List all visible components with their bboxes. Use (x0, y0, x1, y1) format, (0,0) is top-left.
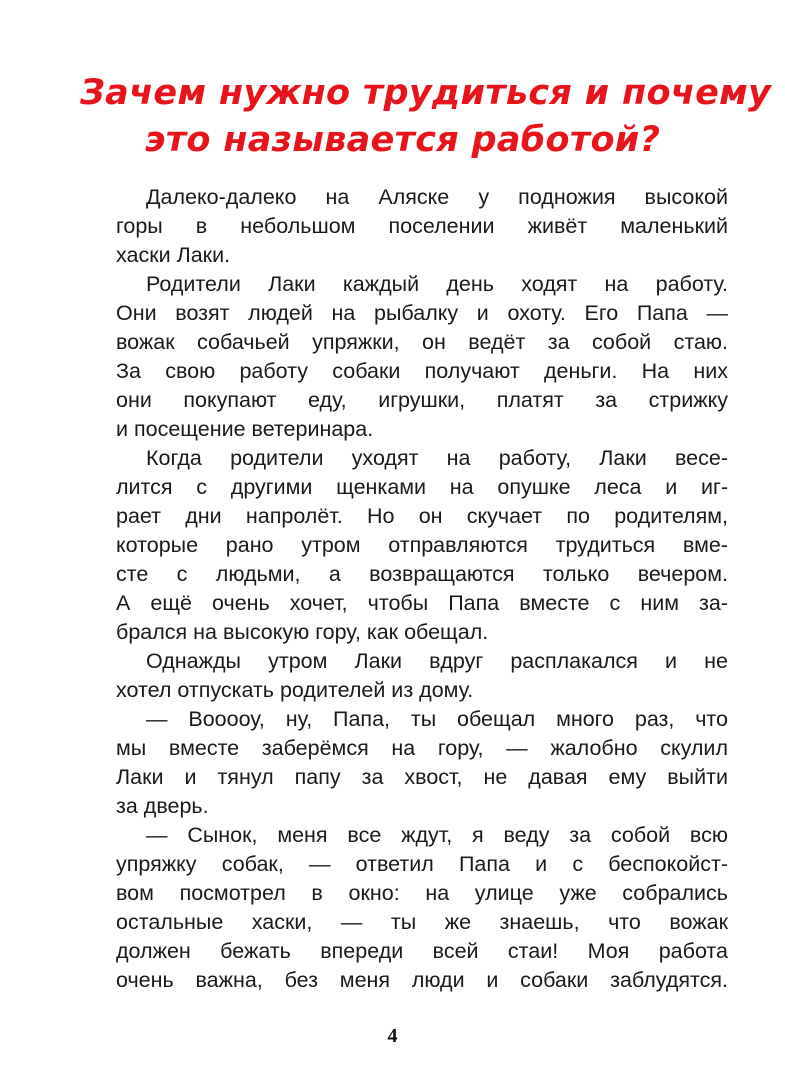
text-line: брался на высокую гору, как обещал. (116, 620, 489, 644)
text-line: Они возят людей на рыбалку и охоту. Его Папа — (116, 301, 728, 325)
chapter-title (80, 70, 772, 164)
text-line: горы в небольшом поселении живёт маленький (116, 214, 728, 238)
text-line: Лаки и тянул папу за хвост, не давая ему выйти (116, 765, 728, 789)
chapter-title-line-2: это называется работой? (144, 120, 661, 160)
text-line: сте с людьми, а возвращаются только вечером. (116, 562, 728, 586)
text-line: лится с другими щенками на опушке леса и иг- (116, 475, 728, 499)
text-line: которые рано утром отправляются трудиться вме- (116, 533, 728, 557)
page-number: 4 (387, 1025, 398, 1047)
text-line: — Вооооу, ну, Папа, ты обещал много раз, что (146, 707, 728, 731)
text-line: должен бежать впереди всей стаи! Моя работа (116, 939, 728, 963)
text-line: Родители Лаки каждый день ходят на работу. (146, 272, 728, 296)
text-line: вожак собачьей упряжки, он ведёт за собой стаю. (116, 330, 728, 354)
text-line: Далеко-далеко на Аляске у подножия высокой (146, 185, 728, 209)
text-line: они покупают еду, игрушки, платят за стрижку (116, 388, 728, 412)
text-line: вом посмотрел в окно: на улице уже собрались (116, 881, 728, 905)
text-line: мы вместе заберёмся на гору, — жалобно скулил (116, 736, 728, 760)
text-line: хотел отпускать родителей из дому. (116, 678, 474, 702)
text-line: А ещё очень хочет, чтобы Папа вместе с ним за- (116, 591, 728, 615)
story-text (116, 183, 728, 995)
text-line: упряжку собак, — ответил Папа и с беспокойст- (116, 852, 728, 876)
text-line: очень важна, без меня люди и собаки заблудятся. (116, 968, 728, 992)
text-line: Однажды утром Лаки вдруг расплакался и не (146, 649, 728, 673)
text-line: Когда родители уходят на работу, Лаки весе- (146, 446, 728, 470)
text-line: — Сынок, меня все ждут, я веду за собой всю (146, 823, 728, 847)
text-line: и посещение ветеринара. (116, 417, 374, 441)
text-line: За свою работу собаки получают деньги. На них (116, 359, 728, 383)
text-line: хаски Лаки. (116, 243, 231, 267)
text-line: рает дни напролёт. Но он скучает по родителям, (116, 504, 728, 528)
chapter-title-line-1: Зачем нужно трудиться и почему (80, 73, 772, 113)
text-line: остальные хаски, — ты же знаешь, что вожак (116, 910, 728, 934)
text-line: за дверь. (116, 794, 209, 818)
